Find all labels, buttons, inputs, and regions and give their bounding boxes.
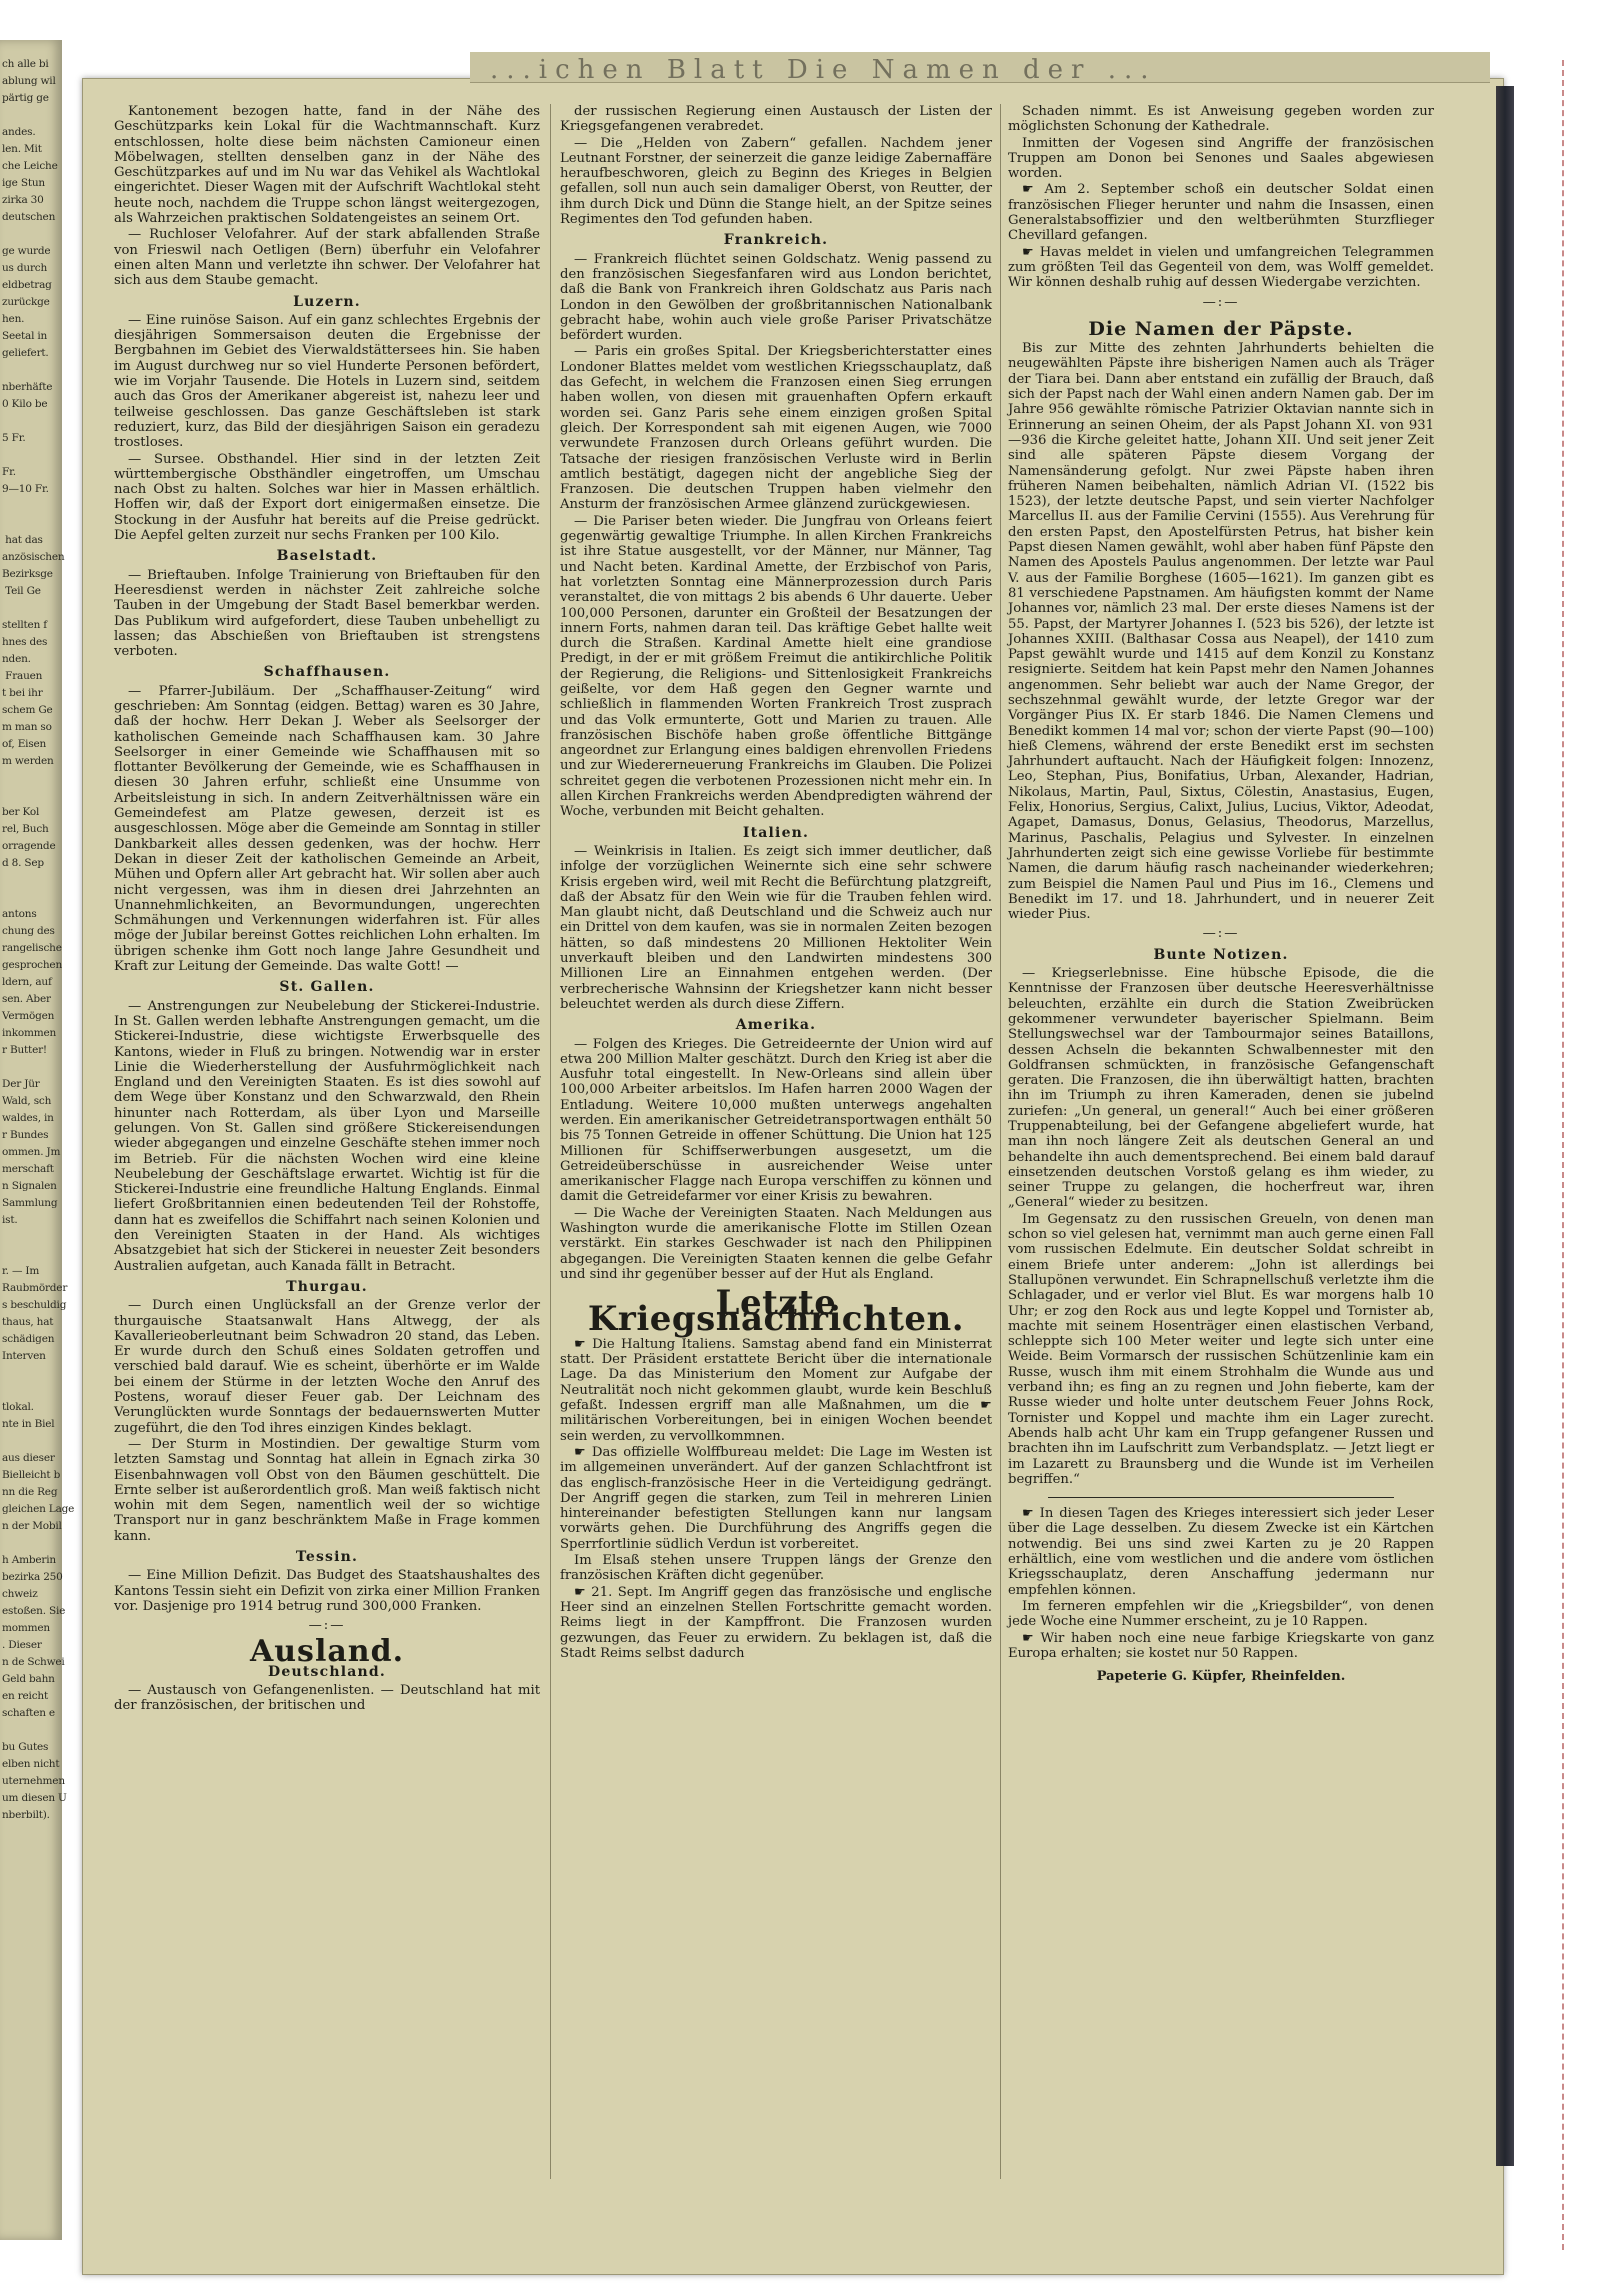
article-paragraph: Kantonement bezogen hatte, fand in der Nähe des Geschützparks kein Lokal für die Wachtmannschaft. Kurz entschlossen, holte diese beim nächsten Camioneur einen Möbelwagen, stellten denselben ganz in der Nähe des Geschützparkes auf und im Nu war das Vehikel als Wachtlokal eingerichtet. Dieser Wagen mit der Aufschrift Wachtlokal steht heute noch, nachdem die Truppe schon längst weitergezogen, als Wahrzeichen praktischen Soldatengeistes an seinem Ort. [114, 104, 540, 227]
previous-page-strip [470, 52, 1490, 83]
section-heading: Thurgau. [286, 1278, 368, 1295]
article-paragraph: Im Elsaß stehen unsere Truppen längs der Grenze den französischen Kräften dicht gegenüber. [560, 1553, 992, 1584]
column-rule-2 [1000, 104, 1001, 2179]
article-paragraph: — Frankreich flüchtet seinen Goldschatz. Wenig passend zu den französischen Siegesfanfaren wird aus London berichtet, daß die Bank von Frankreich ihren Goldschatz aus Paris nach London in den Gewölben der großbritannischen Nationalbank gebracht habe, wohin auch viele große Pariser Privatschätze befördert wurden. [560, 251, 992, 344]
article-paragraph: ☛ Havas meldet in vielen und umfangreichen Telegrammen zum größten Teil das Gegenteil von dem, was Wolff gemeldet. Wir können deshalb ruhig auf dessen Wiedergabe verzichten. [1008, 244, 1434, 291]
article-paragraph: — Weinkrisis in Italien. Es zeigt sich immer deutlicher, daß infolge der vorzüglichen Weinernte sich eine sehr schwere Krisis ergeben wird, weil mit Recht die Befürchtung platzgreift, daß der Absatz für den Wein wie für die Trauben fehlen wird. Man glaubt nicht, daß Deutschland und die Schweiz auch nur ein Drittel von dem kaufen, was sie in normalen Zeiten bezogen hätten, so daß mindestens 20 Millionen Hektoliter Wein unverkauft bleiben und den Landwirten mindestens 300 Millionen Lire an Einnahmen entgehen werden. (Der verbrecherische Wahnsinn der Kriegshetzer kann nicht besser beleuchtet werden als durch diese Ziffern. [560, 843, 992, 1012]
section-heading: Schaffhausen. [263, 664, 391, 681]
section-heading: Luzern. [293, 293, 361, 310]
section-heading: Frankreich. [723, 232, 829, 249]
separator: —:— [308, 1618, 346, 1634]
article-paragraph: — Paris ein großes Spital. Der Kriegsberichterstatter eines Londoner Blattes meldet vom westlichen Kriegsschauplatz, daß das Gefecht, in welchem die Franzosen einen Sieg errungen haben wollen, von diesen mit grauenhaften Opfern erkauft worden sei. Ganz Paris sehe einem einzigen großen Spital gleich. Der Korrespondent sah mit eigenen Augen, wie 7000 verwundete Franzosen durch Orleans geführt wurden. Die Tatsache der riesigen französischen Verluste wird in Berlin amtlich bestätigt, dagegen nicht der angebliche Sieg der Franzosen. Die deutschen Truppen haben vielmehr den Ansturm der französischen Armee glänzend zurückgewiesen. [560, 344, 992, 513]
article-paragraph: ☛ In diesen Tagen des Krieges interessiert sich jeder Leser über die Lage desselben. Zu diesem Zwecke ist ein Kärtchen notwendig. Bei uns sind zwei Karten zu je 20 Rappen erhältlich, eine vom westlichen und die andere vom östlichen Kriegsschauplatz, deren Anschaffung jedermann nur empfehlen können. [1008, 1506, 1434, 1598]
column-2 [560, 104, 992, 1662]
article-paragraph: — Sursee. Obsthandel. Hier sind in der letzten Zeit württembergische Obsthändler eingetroffen, um Umschau nach Obst zu halten. Solches war hier in Massen erhältlich. Hoffen wir, daß der Export dort einigermaßen einsetze. Die Stockung in der Ausfuhr hat bereits auf die Preise gedrückt. Die Aepfel gelten zurzeit nur sechs Franken per 100 Kilo. [114, 451, 540, 544]
article-paragraph: ☛ Die Haltung Italiens. Samstag abend fand ein Ministerrat statt. Der Präsident erstattete Bericht über die internationale Lage. Da das Ministerium den Moment zur Aufgabe der Neutralität noch nicht gekommen glaubt, wurde kein Beschluß gefaßt. Indessen ergriff man alle Maßnahmen, um die ☛ militärischen Vorbereitungen, bei in einigen Wochen beendet sein werden, zu vervollkommnen. [560, 1336, 992, 1444]
article-paragraph: ☛ Am 2. September schoß ein deutscher Soldat einen französischen Flieger herunter und nahm die Insassen, einen Generalstabsoffizier und den weltberühmten Sturzflieger Chevillard gefangen. [1008, 182, 1434, 244]
article-paragraph: — Ruchloser Velofahrer. Auf der stark abfallenden Straße von Frieswil nach Oetligen (Bern) überfuhr ein Velofahrer einen alten Mann und verletzte ihn schwer. Der Velofahrer hat sich aus dem Staube gemacht. [114, 227, 540, 289]
article-paragraph: Im ferneren empfehlen wir die „Kriegsbilder“, von denen jede Woche eine Nummer erscheint, zu je 10 Rappen. [1008, 1598, 1434, 1630]
strip-text: ...ichen Blatt Die Namen der ... [490, 55, 1157, 85]
column-1 [114, 104, 540, 1715]
article-paragraph: — Kriegserlebnisse. Eine hübsche Episode, die die Kenntnisse der Franzosen über deutsche Heeresverhältnisse beleuchten, erzählte ein durch die Station Zweibrücken gekommener verwundeter bayerischer Spielmann. Beim Stellungswechsel war der Tambourmajor seines Bataillons, dessen Achseln die bekannten Schwalbennester mit den Goldfransen schmückten, in französische Gefangenschaft geraten. Die Franzosen, die ihn überwältigt hatten, brachten ihn im Triumph zu ihren Kameraden, denen sie jubelnd zuriefen: „Un general, un general!“ Auch bei einer größeren Truppenabteilung, bei der Gefangene abgeliefert wurde, hat man ihn noch längere Zeit als deutschen General an und behandelte ihn auch dementsprechend. Bei einem bald darauf einsetzenden deutschen Vorstoß gelang es ihm wieder, zu seiner Truppe zu gelangen, die hocherfreut war, ihren „General“ wieder zu besitzen. [1008, 966, 1434, 1211]
article-paragraph: ☛ 21. Sept. Im Angriff gegen das französische und englische Heer sind an einzelnen Stellen Fortschritte gemacht worden. Reims liegt in der Kampffront. Die Franzosen wurden gezwungen, das Feuer zu erwidern. Zu beklagen ist, daß die Stadt Reims selbst dadurch [560, 1584, 992, 1661]
article-paragraph: — Die „Helden von Zabern“ gefallen. Nachdem jener Leutnant Forstner, der seinerzeit die ganze leidige Zabernaffäre heraufbeschworen, gleich zu Beginn des Krieges in Belgien gefallen, soll nun auch sein damaliger Oberst, von Reutter, der ihm durch Dick und Dünn die Stange hielt, an der Spitze seines Regimentes den Tod gefunden haben. [560, 135, 992, 228]
article-paragraph: Im Gegensatz zu den russischen Greueln, von denen man schon so viel gelesen hat, vernimmt man auch gerne einen Fall vom russischen Edelmute. Ein deutscher Soldat schreibt in einem Briefe unter anderem: „John ist allerdings bei Stallupönen verwundet. Ein Schrapnellschuß verletzte ihm die Schlagader, und er verlor viel Blut. Es war morgens halb 10 Uhr; er zog den Rock aus und legte Koppel und Tornister ab, machte mit seinem Hosenträger einen elastischen Verband, schleppte sich 100 Meter weiter und legte sich unter eine Weide. Beim Vormarsch der russischen Schützenlinie kam ein Russe, wusch ihm mit einem Strohhalm die Wunde aus und verband ihn; es fing an zu regnen und John fieberte, kam der Russe wieder und holte unter deutschem Feuer Johns Rock, Tornister und Koppel und machte ihm ein Lager zurecht. Abends halb acht Uhr kam ein Trupp gefangener Russen und brachten ihn im Laufschritt zum Verbandsplatz. — Jetzt liegt er im Lazarett zu Braunsberg und die Wunde ist im Verheilen begriffen.“ [1008, 1211, 1434, 1487]
article-paragraph: — Eine Million Defizit. Das Budget des Staatshaushaltes des Kantons Tessin sieht ein Defizit von zirka einer Million Franken vor. Dasjenige pro 1914 betrug rund 300,000 Franken. [114, 1568, 540, 1614]
section-heading: Baselstadt. [276, 548, 378, 565]
article-paragraph: ☛ Wir haben noch eine neue farbige Kriegskarte von ganz Europa erhalten; sie kostet nur 50 Rappen. [1008, 1630, 1434, 1661]
article-paragraph: — Der Sturm in Mostindien. Der gewaltige Sturm vom letzten Samstag und Sonntag hat allein in Egnach zirka 30 Eisenbahnwagen voll Obst von den Bäumen geschüttelt. Die Ernte selber ist außerordentlich groß. Man weiß faktisch nicht wohin mit dem Segen, namentlich weil der so wichtige Transport nur in ganz beschränktem Maße in Frage kommen kann. [114, 1436, 540, 1544]
left-page-fragments: ch alle bi ablung wil pärtig ge andes. len. Mit che Leiche ige Stun zirka 30 deutschen ge wurde us durch eldbetrag zurückge hen. Seetal in geliefert. nberhäfte 0 Kilo be 5 Fr. Fr. 9—10 Fr. hat das anzösischen Bezirksge Teil Ge stellten f hnes des nden. Frauen t bei ihr schem Ge m man so of, Eisen m werden ber Kol rel, Buch orragende d 8. Sep antons chung des rangelische gesprochen ldern, auf sen. Aber Vermögen inkommen r Butter! Der Jür Wald, sch waldes, in r Bundes ommen. Jm merschaft n Signalen Sammlung ist. r. — Im Raubmörder s beschuldig thaus, hat schädigen Interven tlokal. nte in Biel aus dieser Bielleicht b nn die Reg gleichen Lage n der Mobil h Amberin bezirka 250 chweiz estoßen. Sie mommen . Dieser n de Schwei Geld bahn en reicht schaften e bu Gutes elben nicht uternehmen um diesen U nberbilt). [2, 58, 75, 1821]
divider [1048, 1497, 1394, 1498]
section-heading: Amerika. [735, 1017, 817, 1034]
article-paragraph: ☛ Das offizielle Wolffbureau meldet: Die Lage im Westen ist im allgemeinen unverändert. Auf der ganzen Schlachtfront ist das englisch-französische Heer in die Verteidigung gedrängt. Der Angriff gegen die starken, zum Teil in mehreren Linien hintereinander befestigten Stellungen kann nur langsam vorwärts gehen. Die Durchführung des Angriffs gegen die Sperrfortlinie südlich Verdun ist vorbereitet. [560, 1444, 992, 1552]
section-title: Ausland. [249, 1633, 405, 1669]
article-paragraph: Schaden nimmt. Es ist Anweisung gegeben worden zur möglichsten Schonung der Kathedrale. [1008, 104, 1434, 135]
article-paragraph: — Die Pariser beten wieder. Die Jungfrau von Orleans feiert gegenwärtig gewaltige Triumphe. In allen Kirchen Frankreichs ist ihre Statue ausgestellt, vor der Männer, nur Männer, Tag und Nacht beten. Kardinal Amette, der Erzbischof von Paris, hat vorletzten Sonntag eine Männerprozession durch Paris veranstaltet, die von mittags 2 bis abends 6 Uhr dauerte. Ueber 100,000 Personen, darunter ein Großteil der Besatzungen der innern Forts, nahmen daran teil. Das kräftige Gebet hallte weit durch die Straßen. Kardinal Amette hielt eine grandiose Predigt, in der er mit größem Freimut die antikirchliche Politik der Regierung, die Religions- und Sittenlosigkeit Frankreichs geißelte, vor dem Haß gegen den Gegner warnte und schließlich in flammenden Worten Frankreich Trost zusprach und das Volk ermunterte, Gott und Marien zu trauen. Alle französischen Bischöfe haben große öffentliche Bittgänge angeordnet zur Erlangung eines baldigen ehrenvollen Friedens und zur Wiedererneuerung Frankreichs im Glauben. Die Polizei schreitet gegen die verbotenen Prozessionen nicht mehr ein. In allen Kirchen Frankreichs werden Abendpredigten während der Woche, verbunden mit Beicht gehalten. [560, 513, 992, 820]
separator: —:— [1202, 294, 1240, 310]
headline: Letzte Kriegsnachrichten. [587, 1283, 965, 1339]
article-paragraph: — Folgen des Krieges. Die Getreideernte der Union wird auf etwa 200 Million Malter geschätzt. Durch den Krieg ist aber die Ausfuhr total eingestellt. In New-Orleans sind allein über 100,000 Arbeiter arbeitslos. Im Hafen harren 2000 Wagen der Entladung. Weitere 10,000 mußten unterwegs angehalten werden. Ein amerikanischer Getreidetransportwagen enthält 50 bis 75 Tonnen Getreide in offener Schüttung. Die Union hat 125 Millionen für Schiffserwerbungen ausgesetzt, um die Getreideüberschüsse in ausreichender Weise unter amerikanischer Flagge nach Europa verschiffen zu können und damit die Getreidefarmer vor einer Krisis zu bewahren. [560, 1036, 992, 1205]
column-3 [1008, 104, 1434, 1684]
separator: —:— [1202, 926, 1240, 942]
page-edge-line [1562, 60, 1564, 2250]
article-paragraph: — Eine ruinöse Saison. Auf ein ganz schlechtes Ergebnis der diesjährigen Sommersaison deuten die Ergebnisse der Bergbahnen im Gebiet des Vierwaldstättersees hin. Sie haben im August durchweg nur so viel Hunderte Personen befördert, wie im Vorjahr Tausende. Die Hotels in Luzern sind, seitdem auch das Gros der Amerikaner abgereist ist, nahezu leer und teilweise geschlossen. Das ganze Geschäftsleben ist stark reduziert, kurz, das Bild der diesjährigen Saison ein geradezu trostloses. [114, 312, 540, 451]
article-paragraph: — Austausch von Gefangenenlisten. — Deutschland hat mit der französischen, der britischen und [114, 1683, 540, 1714]
column-rule-1 [550, 104, 551, 2179]
section-heading: Deutschland. [268, 1663, 386, 1680]
advertiser-signature: Papeterie G. Küpfer, Rheinfelden. [1096, 1669, 1346, 1685]
article-paragraph: Bis zur Mitte des zehnten Jahrhunderts behielten die neugewählten Päpste ihre bisherigen Namen auch als Träger der Tiara bei. Dann aber entstand ein zufällig der Brauch, daß sich der Papst nach der Wahl einen andern Namen gab. Der im Jahre 956 gewählte römische Patrizier Oktavian nannte sich in Erinnerung an seinen Oheim, der als Papst Johann XI. von 931—936 die Kirche geleitet hatte, Johann XII. Und seit jener Zeit sind alle späteren Päpste diesem Vorgang der Namensänderung gefolgt. Nur zwei Päpste haben ihren früheren Namen beibehalten, nämlich Adrian VI. (1522 bis 1523), der letzte deutsche Papst, und sein vierter Nachfolger Marcellus II. aus der Familie Cervini (1555). Aus Verehrung für den ersten Papst, den Apostelfürsten Petrus, hat bisher kein Papst diesen Namen gewählt, wohl aber haben fünf Päpste den Namen des Apostels Paulus angenommen. Der letzte war Paul V. aus der Familie Borghese (1605—1621). Im ganzen gibt es 81 verschiedene Papstnamen. Am häufigsten kommt der Name Johannes vor, nämlich 23 mal. Der erste dieses Namens ist der 55. Papst, der Martyrer Johannes I. (523 bis 526), der letzte ist Johannes XXIII. (Balthasar Cossa aus Neapel), der 1410 zum Papst gewählt wurde und 1415 auf dem Konzil zu Konstanz resignierte. Seitdem hat kein Papst mehr den Namen Johannes angenommen. Sehr beliebt war auch der Name Gregor, der sechszehnmal gewählt wurde, der letzte Gregor war der Vorgänger Pius IX. Er starb 1846. Die Namen Clemens und Benedikt kommen 14 mal vor; schon der vierte Papst (90—100) hieß Clemens, während der erste Benedikt erst im sechsten Jahrhundert auftaucht. Nach der Häufigkeit folgen: Innozenz, Leo, Stephan, Pius, Bonifatius, Urban, Alexander, Hadrian, Nikolaus, Martin, Paul, Sixtus, Cölestin, Anastasius, Eugen, Felix, Honorius, Sergius, Calixt, Julius, Lucius, Viktor, Adeodat, Agapet, Damasus, Donus, Gelasius, Theodorus, Marzellus, Marinus, Paschalis, Pelagius und Sylvester. In einzelnen Jahrhunderten zeigt sich eine gewisse Vorliebe für bestimmte Namen, die darum häufig rasch nacheinander wiederkehren; zum Beispiel die Namen Paul und Pius im 16., Clemens und Benedikt im 17. und 18. Jahrhundert, und in neuerer Zeit wieder Pius. [1008, 341, 1434, 923]
article-paragraph: — Brieftauben. Infolge Trainierung von Brieftauben für den Heeresdienst werden in nächster Zeit zahlreiche solche Tauben in der Umgebung der Stadt Basel bemerkbar werden. Das Publikum wird aufgefordert, diese Tauben unbehelligt zu lassen; das Abschießen von Brieftauben ist strengstens verboten. [114, 567, 540, 660]
article-paragraph: — Durch einen Unglücksfall an der Grenze verlor der thurgauische Staatsanwalt Hans Altwegg, der als Kavallerieoberleutnant beim Schwadron 20 stand, das Leben. Er wurde durch den Schuß eines Soldaten getroffen und verschied bald darauf. Wie es scheint, überhörte er im Walde bei einem der Stürme in der letzten Woche den Anruf des Postens, worauf dieser Feuer gab. Der Leichnam des Verunglückten wurde Sonntags der bedauernswerten Mutter zugeführt, die den Tod ihres einzigen Kindes beklagt. [114, 1298, 540, 1436]
section-heading: St. Gallen. [279, 979, 375, 996]
binding-edge [1496, 86, 1514, 2166]
article-paragraph: — Die Wache der Vereinigten Staaten. Nach Meldungen aus Washington wurde die amerikanische Flotte im Stillen Ozean verstärkt. Ein starkes Geschwader ist nach den Philippinen abgegangen. Die Vereinigten Staaten kennen die gelbe Gefahr und sind ihr gegenüber besser auf der Hut als England. [560, 1205, 992, 1282]
section-heading: Tessin. [295, 1549, 359, 1566]
left-page-edge [0, 40, 75, 2240]
section-heading: Bunte Notizen. [1153, 946, 1289, 963]
article-paragraph: der russischen Regierung einen Austausch der Listen der Kriegsgefangenen verabredet. [560, 104, 992, 135]
article-paragraph: Inmitten der Vogesen sind Angriffe der französischen Truppen am Donon bei Senones und Saales abgewiesen worden. [1008, 135, 1434, 182]
article-paragraph: — Anstrengungen zur Neubelebung der Stickerei-Industrie. In St. Gallen werden lebhafte Anstrengungen gemacht, um die Stickerei-Industrie, diese wichtigste Erwerbsquelle des Kantons, wieder in Fluß zu bringen. Notwendig war in erster Linie die Wiederherstellung der Ausfuhrmöglichkeit nach England und den Vereinigten Staaten. Es ist dies sowohl auf dem Wege über Konstanz und den Schwarzwald, den Rhein hinunter nach Rotterdam, als über Lyon und Marseille gelungen. Von St. Gallen sind größere Stickereisendungen wieder abgegangen und einzelne Geschäfte stehen immer noch im Betrieb. Für die nächsten Wochen wird eine kleine Neubelebung der Geschäftslage erwartet. Wichtig ist für die Stickerei-Industrie eine freundliche Haltung Englands. Einmal liefert Großbritannien einen bedeutenden Teil der Rohstoffe, dann hat es zweifellos die Schiffahrt nach seinen Kolonien und den Vereinigten Staaten in der Hand. Als wichtiges Absatzgebiet hat sich der Stickerei in neuester Zeit besonders Australien aufgetan, auch Kanada fällt in Betracht. [114, 998, 540, 1274]
article-title: Die Namen der Päpste. [1088, 317, 1354, 340]
article-paragraph: — Pfarrer-Jubiläum. Der „Schaffhauser-Zeitung“ wird geschrieben: Am Sonntag (eidgen. Bettag) waren es 30 Jahre, daß der hochw. Herr Dekan J. Weber als Seelsorger der katholischen Gemeinde nach Schaffhausen kam. 30 Jahre Seelsorger in einer Gemeinde wie Schaffhausen mit so flottanter Bevölkerung der Gemeinde, wie es Schaffhausen in diesen 30 Jahren erfuhr, schließt eine Unsumme von Arbeitsleistung in sich. In andern Zeitverhältnissen wäre ein Gemeindefest am Platze gewesen, derzeit ist es ausgeschlossen. Möge aber die Gemeinde am Sonntag in stiller Dankbarkeit alles dessen gedenken, was der hochw. Herr Dekan in dieser Zeit der katholischen Gemeinde an Arbeit, Mühen und Opfern aller Art gebracht hat. Wir sollen aber auch nicht vergessen, was ihm in diesen drei Jahrzehnten an Unannehmlichkeiten, an Bevormundungen, ungerechten Schmähungen und Verkennungen widerfahren ist. Für alles möge der Jubilar bereinst Gottes reichlichen Lohn erhalten. Im übrigen schenke ihm Gott noch lange Jahre Gesundheit und Kraft zur Leitung der Gemeinde. Das walte Gott! — [114, 683, 540, 975]
section-heading: Italien. [742, 824, 810, 841]
